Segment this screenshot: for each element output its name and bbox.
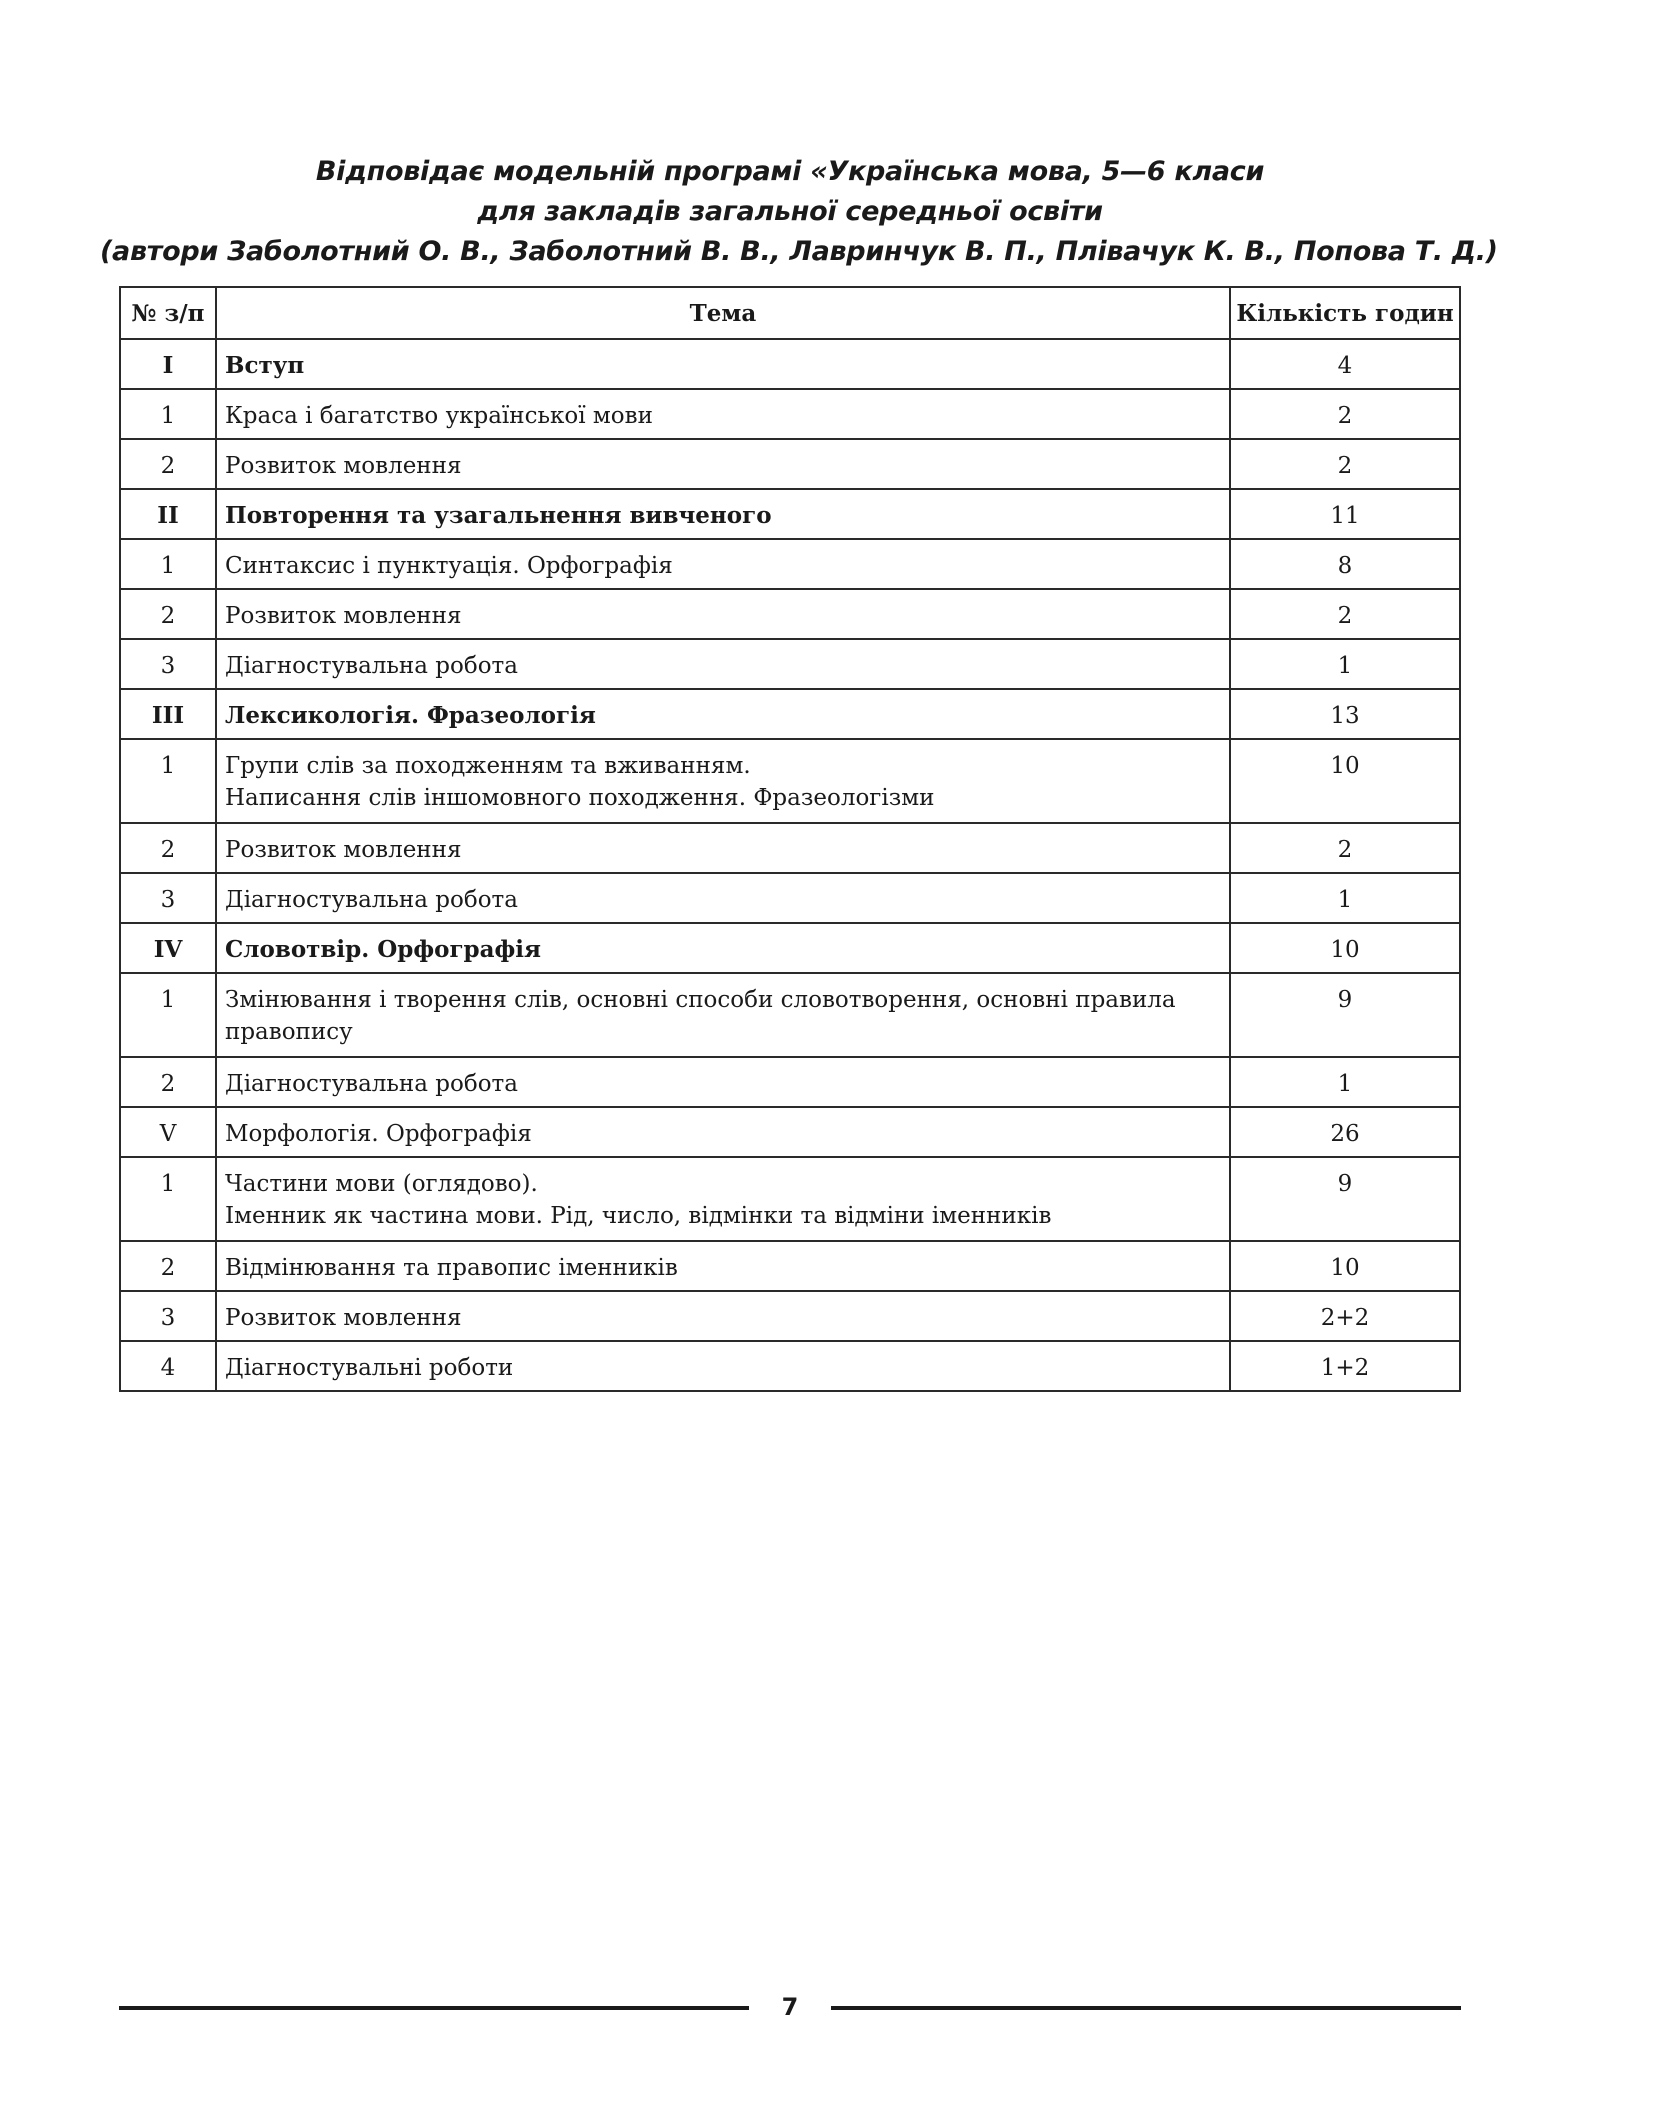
row-number: 4: [120, 1341, 216, 1391]
row-number: 2: [120, 439, 216, 489]
row-number: 1: [120, 973, 216, 1057]
program-table: [119, 286, 1461, 1392]
table-row: [120, 1157, 1460, 1241]
footer-rule-right: [831, 2006, 1461, 2010]
table-row: [120, 973, 1460, 1057]
row-number: 1: [120, 1157, 216, 1241]
row-hours: 2: [1230, 439, 1460, 489]
row-hours: 2: [1230, 389, 1460, 439]
row-number: 2: [120, 589, 216, 639]
row-number: 3: [120, 639, 216, 689]
row-number: I: [120, 339, 216, 389]
table-row-section-4: [120, 923, 1460, 973]
table-header-row: [120, 287, 1460, 339]
row-hours: 9: [1230, 973, 1460, 1057]
row-topic: [216, 739, 1230, 823]
row-topic: Розвиток мовлення: [216, 439, 1230, 489]
row-number: 1: [120, 389, 216, 439]
row-hours: 8: [1230, 539, 1460, 589]
row-topic-line-2: правопису: [225, 1019, 353, 1045]
table-row: [120, 1057, 1460, 1107]
row-topic: Діагностувальна робота: [216, 1057, 1230, 1107]
row-topic: Краса і багатство української мови: [216, 389, 1230, 439]
row-topic: Лексикологія. Фразеологія: [216, 689, 1230, 739]
row-number: IV: [120, 923, 216, 973]
row-hours: 13: [1230, 689, 1460, 739]
row-hours: 10: [1230, 739, 1460, 823]
row-number: 2: [120, 1057, 216, 1107]
table-row: [120, 439, 1460, 489]
row-hours: 2+2: [1230, 1291, 1460, 1341]
table-row: [120, 873, 1460, 923]
row-hours: 1+2: [1230, 1341, 1460, 1391]
row-number: V: [120, 1107, 216, 1157]
table-row-section-1: [120, 339, 1460, 389]
row-number: III: [120, 689, 216, 739]
row-topic: Відмінювання та правопис іменників: [216, 1241, 1230, 1291]
table-row: [120, 539, 1460, 589]
table-row: [120, 1291, 1460, 1341]
row-hours: 26: [1230, 1107, 1460, 1157]
row-topic-line-1: Групи слів за походженням та вживанням.: [225, 753, 751, 779]
row-topic: Розвиток мовлення: [216, 823, 1230, 873]
row-hours: 2: [1230, 823, 1460, 873]
table-row-section-3: [120, 689, 1460, 739]
row-topic-line-2: Написання слів іншомовного походження. Фразеологізми: [225, 785, 935, 811]
row-hours: 1: [1230, 639, 1460, 689]
row-topic: Повторення та узагальнення вивченого: [216, 489, 1230, 539]
row-number: 3: [120, 873, 216, 923]
table-row: [120, 823, 1460, 873]
row-topic-line-2: Іменник як частина мови. Рід, число, відмінки та відміни іменників: [225, 1203, 1052, 1229]
row-hours: 11: [1230, 489, 1460, 539]
row-topic: Синтаксис і пунктуація. Орфографія: [216, 539, 1230, 589]
row-hours: 1: [1230, 873, 1460, 923]
table-row: [120, 1341, 1460, 1391]
row-topic: Діагностувальна робота: [216, 639, 1230, 689]
table-row: [120, 639, 1460, 689]
row-hours: 4: [1230, 339, 1460, 389]
table-row: [120, 739, 1460, 823]
row-number: 2: [120, 823, 216, 873]
header-topic: Тема: [216, 287, 1230, 339]
row-topic: Діагностувальна робота: [216, 873, 1230, 923]
row-topic: Вступ: [216, 339, 1230, 389]
row-topic: Словотвір. Орфографія: [216, 923, 1230, 973]
row-hours: 1: [1230, 1057, 1460, 1107]
row-topic-line-1: Частини мови (оглядово).: [225, 1171, 538, 1197]
row-topic: Розвиток мовлення: [216, 1291, 1230, 1341]
table-row: [120, 589, 1460, 639]
row-number: 1: [120, 539, 216, 589]
row-topic: Морфологія. Орфографія: [216, 1107, 1230, 1157]
row-topic: Розвиток мовлення: [216, 589, 1230, 639]
table-row: [120, 389, 1460, 439]
row-number: 2: [120, 1241, 216, 1291]
heading-line-2: для закладів загальної середньої освіти: [477, 196, 1103, 227]
table-row-section-5: [120, 1107, 1460, 1157]
page-heading: [100, 152, 1498, 272]
table-row: [120, 1241, 1460, 1291]
row-hours: 10: [1230, 1241, 1460, 1291]
footer-rule-left: [119, 2006, 749, 2010]
heading-line-3: (автори Заболотний О. В., Заболотний В. В., Лавринчук В. П., Плівачук К. В., Попова Т. Д.): [100, 236, 1498, 267]
row-hours: 10: [1230, 923, 1460, 973]
row-topic: Діагностувальні роботи: [216, 1341, 1230, 1391]
row-number: 1: [120, 739, 216, 823]
row-topic-line-1: Змінювання і творення слів, основні способи словотворення, основні правила: [225, 987, 1176, 1013]
heading-line-1: Відповідає модельній програмі «Українська мова, 5—6 класи: [315, 156, 1265, 187]
table-row-section-2: [120, 489, 1460, 539]
row-hours: 9: [1230, 1157, 1460, 1241]
row-number: 3: [120, 1291, 216, 1341]
row-number: II: [120, 489, 216, 539]
row-hours: 2: [1230, 589, 1460, 639]
header-hours: Кількість годин: [1230, 287, 1460, 339]
page-number: 7: [781, 1993, 799, 2021]
row-topic: [216, 1157, 1230, 1241]
row-topic: [216, 973, 1230, 1057]
header-number: № з/п: [120, 287, 216, 339]
